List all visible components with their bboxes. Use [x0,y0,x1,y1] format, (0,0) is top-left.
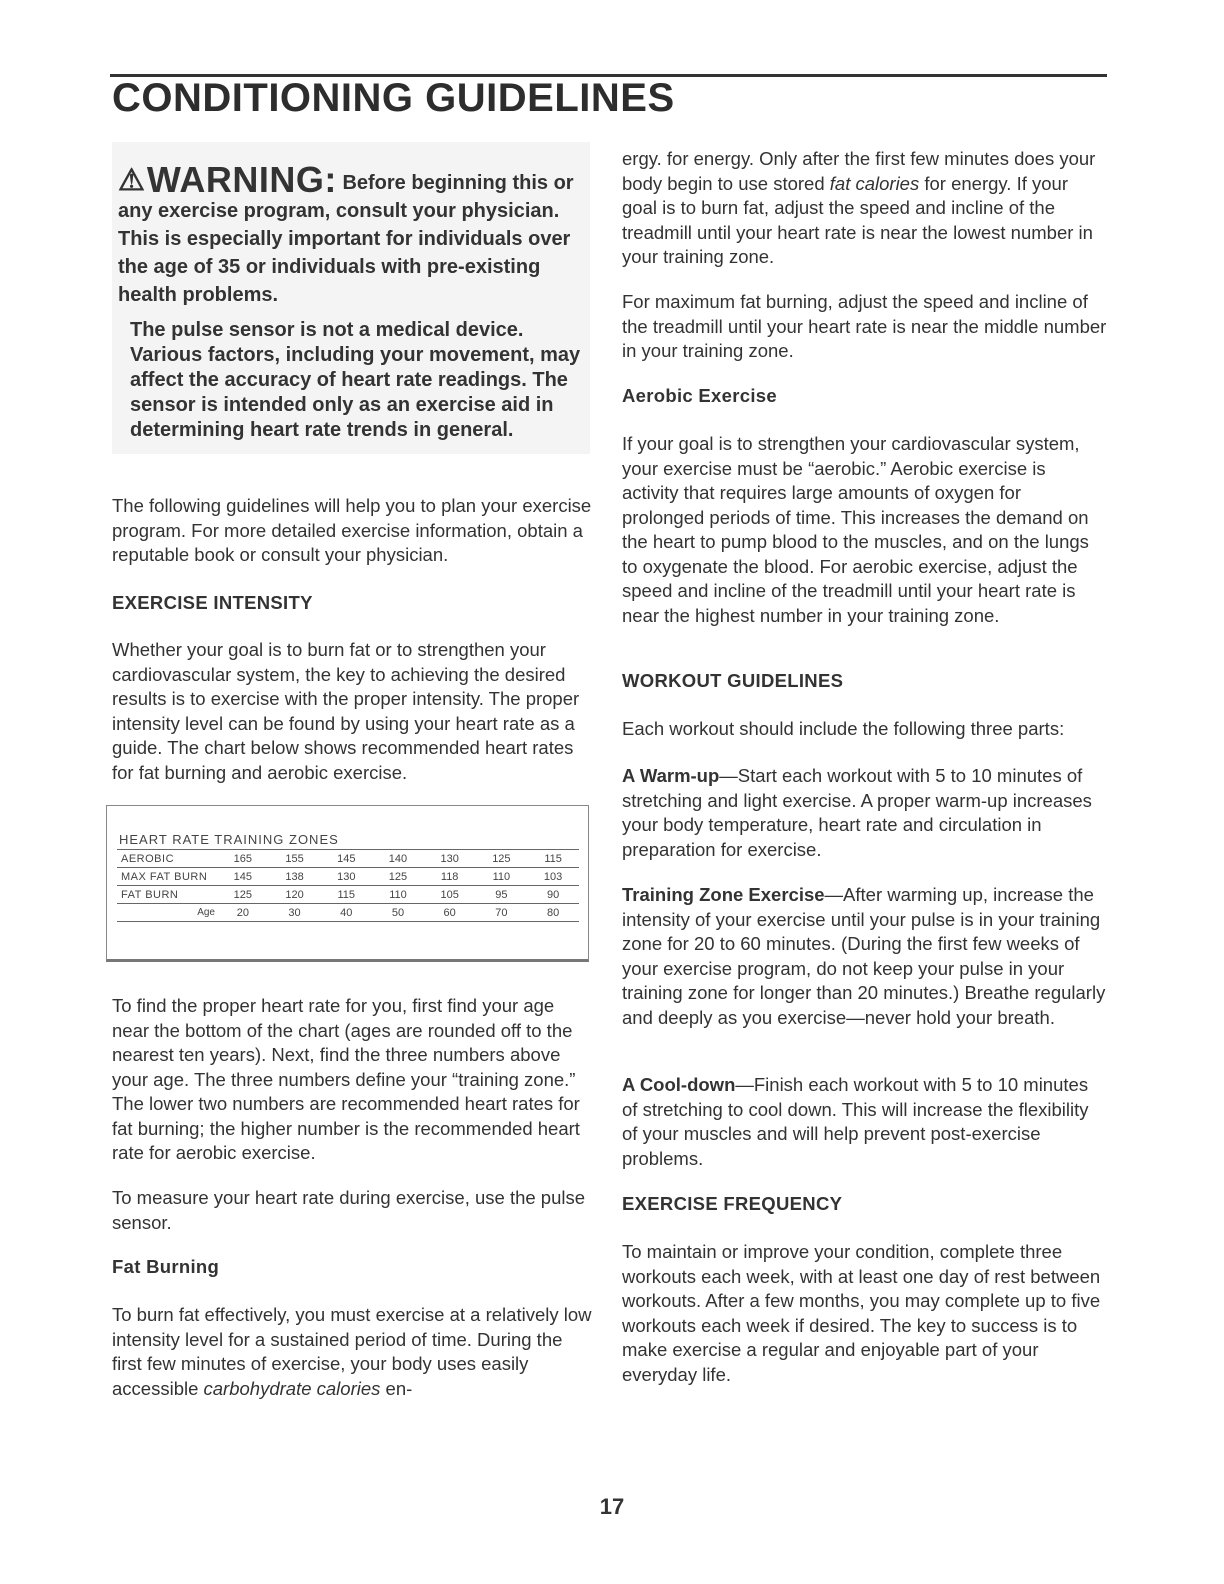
fat-burning-paragraph-start [112,1303,592,1401]
chart-cell: 125 [217,886,269,904]
fat-burning-text-a: To burn fat effectively, you must exercise at a relatively low intensity level for a sustained period of time. During the first few minutes of exercise, your body uses easily accessible [112,1304,592,1399]
exercise-intensity-heading: EXERCISE INTENSITY [112,592,313,613]
age-cell: 70 [476,904,528,922]
warning-label: WARNING: [146,159,337,200]
chart-cell: 110 [476,868,528,886]
warm-up-lead: A Warm-up [622,765,720,786]
age-cell: 80 [527,904,579,922]
age-cell: 40 [320,904,372,922]
chart-cell: 145 [217,868,269,886]
chart-row-label: FAT BURN [117,886,217,904]
chart-title: HEART RATE TRAINING ZONES [119,832,339,847]
exercise-frequency-heading: EXERCISE FREQUENCY [622,1193,843,1214]
cool-down-text: —Finish each workout with 5 to 10 minutes of stretching to cool down. This will increase the flexibility of your muscles and will help prevent post-exercise problems. [622,1074,1089,1169]
chart-cell: 95 [476,886,528,904]
age-label: Age [117,904,217,922]
cool-down-lead: A Cool-down [622,1074,736,1095]
aerobic-exercise-heading: Aerobic Exercise [622,385,777,406]
fat-burning-text-b: for energy. Only after the first few minutes does your body begin to use stored [622,148,1096,194]
intro-text: The following guidelines will help you to plan your exercise program. For more detailed exercise information, obtain a reputable book or consult your physician. [112,495,592,565]
chart-cell: 125 [372,868,424,886]
workout-intro: Each workout should include the following three parts: [622,718,1065,739]
page-title: CONDITIONING GUIDELINES [112,76,675,120]
chart-cell: 120 [269,886,321,904]
carbohydrate-calories-term: carbohydrate calories [203,1377,381,1399]
fat-burning-text-c: for energy. If your goal is to burn fat, adjust the speed and incline of the treadmill until your heart rate is near the lowest number in your training zone. [622,172,1093,267]
age-cell: 20 [217,904,269,922]
fat-burning-text-split: en- [380,1377,413,1399]
chart-row-label: AEROBIC [117,850,217,868]
training-zone-text: —After warming up, increase the intensity of your exercise until your pulse is in your training zone for 20 to 60 minutes. (During the first few weeks of your exercise program, do not keep your pulse in your training zone for longer than 20 minutes.) Breathe regularly and deeply as you exercise—never hold your breath. [622,884,1106,1028]
exercise-intensity-paragraph: Whether your goal is to burn fat or to strengthen your cardiovascular system, the key to achieving the desired results is to exercise with the proper intensity. The proper intensity level can be found by using your heart rate as a guide. The chart below shows recommended heart rates for fat burning and aerobic exercise. [112,639,580,783]
heart-rate-table [117,849,579,922]
max-fat-burning-paragraph: For maximum fat burning, adjust the speed and incline of the treadmill until your heart rate is near the middle number in your training zone. [622,291,1107,361]
fat-burning-text-continued: ergy. [622,148,662,169]
fat-burning-heading: Fat Burning [112,1256,220,1277]
chart-row [117,868,579,886]
chart-cell: 155 [269,850,321,868]
exercise-frequency-paragraph: To maintain or improve your condition, complete three workouts each week, with at least one day of rest between workouts. After a few months, you may complete up to five workouts each week if desired. The key to success is to make exercise a regular and enjoyable part of your everyday life. [622,1241,1101,1385]
chart-cell: 138 [269,868,321,886]
find-heart-rate-paragraph: To find the proper heart rate for you, first find your age near the bottom of the chart (ages are rounded off to the nearest ten years). Next, find the three numbers above your age. The three numbers define your “training zone.” The lower two numbers are recommended heart rates for fat burning; the higher number is the recommended heart rate for aerobic exercise. [112,995,580,1163]
chart-cell: 130 [320,868,372,886]
age-cell: 50 [372,904,424,922]
measure-heart-rate-paragraph: To measure your heart rate during exercise, use the pulse sensor. [112,1187,586,1233]
chart-cell: 105 [424,886,476,904]
warning-paragraph-2: The pulse sensor is not a medical device. Various factors, including your movement, may affect the accuracy of heart rate readings. The sensor is intended only as an exercise aid in determining heart rate trends in general. [130,319,581,441]
chart-cell: 140 [372,850,424,868]
training-zone-paragraph [622,883,1107,1030]
page-number: 17 [599,1494,625,1519]
fat-burning-paragraph-continued [622,147,1107,270]
chart-cell: 110 [372,886,424,904]
fat-calories-term: fat calories [829,172,920,194]
chart-cell: 130 [424,850,476,868]
chart-cell: 115 [320,886,372,904]
chart-cell: 145 [320,850,372,868]
chart-row [117,850,579,868]
chart-cell: 125 [476,850,528,868]
chart-age-row [117,904,579,922]
warning-text-1: Before beginning this or any exercise program, consult your physician. This is especially important for individuals over the age of 35 or individuals with pre-existing health problems. [118,172,574,306]
chart-row [117,886,579,904]
chart-cell: 90 [527,886,579,904]
chart-cell: 118 [424,868,476,886]
age-cell: 60 [424,904,476,922]
age-cell: 30 [269,904,321,922]
warm-up-paragraph [622,764,1107,862]
warning-paragraph-1 [118,159,588,309]
heart-rate-chart [106,805,589,962]
chart-row-label: MAX FAT BURN [117,868,217,886]
workout-guidelines-heading: WORKOUT GUIDELINES [622,670,844,691]
chart-cell: 115 [527,850,579,868]
chart-cell: 103 [527,868,579,886]
warning-triangle-icon: ⚠ [118,164,145,197]
aerobic-exercise-paragraph: If your goal is to strengthen your cardiovascular system, your exercise must be “aerobic.” Aerobic exercise is activity that requires large amounts of oxygen for prolonged periods of time. This increases the demand on the heart to pump blood to the muscles, and on the lungs to oxygenate the blood. For aerobic exercise, adjust the speed and incline of the treadmill until your heart rate is near the highest number in your training zone. [622,433,1089,626]
training-zone-lead: Training Zone Exercise [622,884,825,905]
cool-down-paragraph [622,1073,1107,1171]
warm-up-text: —Start each workout with 5 to 10 minutes of stretching and light exercise. A proper warm-up increases your body temperature, heart rate and circulation in preparation for exercise. [622,765,1092,860]
chart-cell: 165 [217,850,269,868]
